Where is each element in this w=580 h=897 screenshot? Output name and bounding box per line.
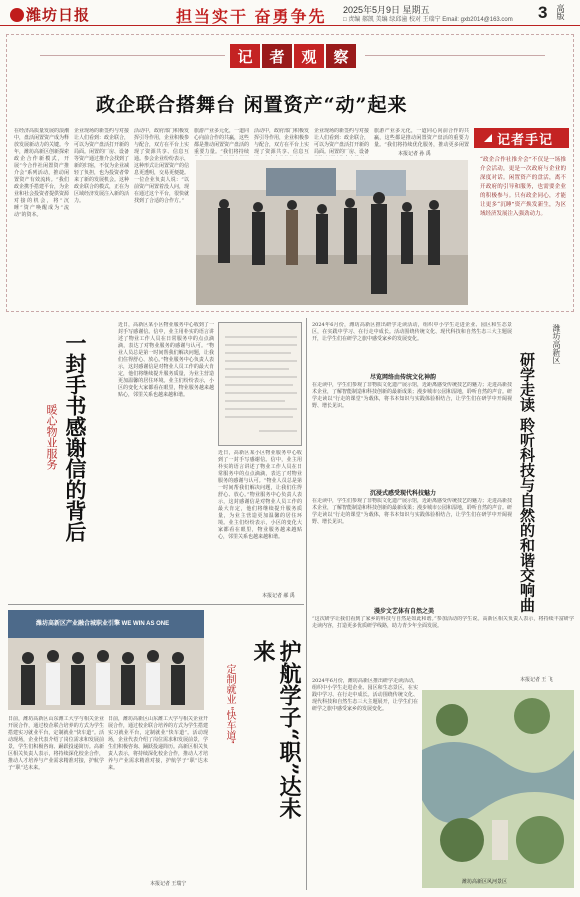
issue-date: 2025年5月9日 星期五: [343, 5, 430, 15]
letter-title: 一封手书感谢信的背后: [63, 332, 88, 542]
banner-rule-right: [365, 55, 545, 56]
lead-body-col2: 企业现场的新签约与对接让人们看到：政企联合，可以为资产盘活打开新的局面。闲置的厂房、设备等资产通过推介会找到了新的归宿，不仅为企业减轻了负担，也为投资者带来了新的发展机会。这种政企联合的模式，正在为区域经济发展注入新的活力。: [74, 128, 129, 204]
reporter-notebook-label: [474, 128, 569, 148]
letter-subtitle: 暖心物业服务: [45, 404, 57, 470]
letter-image: [219, 323, 302, 446]
banner-char: 记: [230, 44, 260, 68]
escort-photo: [8, 610, 204, 710]
lead-body-col4: 旅游产业多元化，一道同心向前合作的共赢，这些都是推动闲置资产盘活的重要力量。“我们将持续: [194, 128, 249, 155]
logo-emblem-icon: [10, 8, 24, 22]
green-subhead-1: 尽览网络由传统文化神韵: [370, 374, 437, 381]
banner-rule-left: [40, 55, 225, 56]
masthead-slogan: 担当实干 奋勇争先: [176, 9, 327, 26]
lead-body-col1: 在经济高质量发展的浪潮中，盘活闲置资产成为释放发展新动力的关键。今年，潍坊高新区创新探索政企合作新模式，开展“今合作社闲置资产推介会”系列活动，推动闲置资产有效流转。“我们政企携手搭建平台，为企业和社会投资者提供资源对接的机会，将“沉睡”资产唤醒成为“流动”的资本。: [14, 128, 69, 218]
green-title: 研学走读 聆听科技与自然的和谐交响曲: [518, 352, 536, 613]
logo-text: 潍坊日报: [26, 7, 91, 24]
green-body5: 2024年6月份，潍坊高新区推出研学走读活动，组织中小学生走进企业、园区和生态景区，在实践中学习、在行走中成长。活动围绕传统文化、现代科技和自然生态三大主题展开，让学生们在研学之旅中感受家乡的发展变化。: [312, 678, 418, 712]
escort-title: 护航学子“职”达未来: [250, 640, 302, 820]
letter-body-col1: 近日，高新区某小区物业服务中心收到了一封手写感谢信。信中，业主用朴实的语言讲述了物业工作人员在日常服务中的点点滴滴，表达了对物业服务的感谢与认可。“物业人员总是第一时间帮我们解决问题，让我们住得舒心、放心。”物业服务中心负责人表示，这封感谢信是对物业人员工作的最大肯定，他们将继续提升服务质量，为业主营造更加温馨的居住环境。业主们纷纷表示，小区的变化大家都看在眼里，物业服务越来越贴心，邻里关系也越来越和谐。: [118, 322, 214, 398]
park-aerial-image: [422, 690, 574, 888]
pen-icon: [484, 134, 492, 142]
lead-photo: [196, 160, 468, 305]
green-subhead-2: 沉浸式感受现代科技魅力: [370, 490, 437, 497]
divider: [8, 604, 304, 605]
page-number: 3: [538, 3, 548, 22]
banner-char: 察: [326, 44, 356, 68]
handwritten-letter-photo: [218, 322, 302, 446]
green-body4: “这次研学让我们看到了家乡的科技与自然是如此和谐。”参加活动的学生说。高新区相关负责人表示，将持续丰富研学走读内容，打造更多优质研学线路，助力青少年全面发展。: [312, 616, 574, 629]
staff-line: □ 责编 郝凯 美编 绿邱潼 校对 王瑞宁 Email: gxb2014@163.com: [343, 17, 513, 23]
banner-char: 者: [262, 44, 292, 68]
lead-body-col3: 活动中，政府部门积极发挥引导作用，企业积极参与配合，双方在平台上实现了资源共享、信息互通。参会企业纷纷表示，这种形式让闲置资产的信息更透明，交易更便捷。一位企业负责人说：“以前资产闲置着没人问，现在通过这个平台，很快就找到了合适的合作方。”: [134, 128, 189, 204]
green-author: 本报记者 王 飞: [520, 677, 553, 683]
banner-char: 观: [294, 44, 324, 68]
green-photo-caption: 潍坊高新区风河景区: [462, 879, 508, 885]
lead-body-col7: 旅游产业多元化，一道同心向前合作的共赢，这些都是推动闲置资产盘活的重要力量。“我们将持续优化服务，推动更多闲置: [374, 128, 469, 148]
green-body3: 在走读中，学生们参观了非物质文化遗产展示馆，近距离感受传统技艺的魅力；走进高新技术企业，了解智能制造和科技创新的最新成果；漫步城市公园和湿地，聆听自然的声音。研学走读以“行走的课堂”为载体，将书本知识与实践体验相结合，让学生们在研学中开阔视野、增长见识。: [312, 498, 512, 525]
green-body1: 2024年6月份，潍坊高新区推出研学走读活动，组织中小学生走进企业、园区和生态景区，在实践中学习、在行走中成长。活动围绕传统文化、现代科技和自然生态三大主题展开，让学生们在研学之旅中感受家乡的发展变化。: [312, 322, 512, 342]
escort-body-col1: 日前，潍坊高新区山东潍工大学与相关企业开展合作，通过校企联合培养的方式为学生搭建实习就业平台，定制就业“快车道”。活动现场，企业代表介绍了岗位需求和发展前景，学生们积极咨询、踊跃投递简历。高新区相关负责人表示，将持续深化校企合作，推动人才培养与产业需求精准对接，护航学子“职”达未来。: [8, 716, 104, 771]
notebook-label-text: 记者手记: [497, 131, 554, 147]
escort-author: 本报记者 王瑞宁: [150, 881, 187, 887]
lead-author: 本报记者 孙 禹: [398, 151, 431, 157]
green-photo: [422, 690, 574, 888]
lead-headline: 政企联合搭舞台 闲置资产“动”起来: [96, 94, 408, 116]
newspaper-logo: [10, 4, 90, 25]
green-body2: 在走读中，学生们参观了非物质文化遗产展示馆，近距离感受传统技艺的魅力；走进高新技术企业，了解智能制造和科技创新的最新成果；漫步城市公园和湿地，聆听自然的声音。研学走读以“行走的课堂”为载体，将书本知识与实践体验相结合，让学生们在研学中开阔视野、增长见识。: [312, 382, 512, 409]
letter-author: 本报记者 郝 禹: [262, 593, 295, 599]
notebook-body: “政企合作社推介会”不仅是一场推介会活动，更是一次政府与企业的深度对话。闲置资产的盘活，离不开政府的引导和服务，也需要企业的积极参与。只有政企同心，才能让更多“沉睡”资产焕发新生，为区域经济发展注入强劲动力。: [480, 157, 566, 217]
green-subhead-3: 漫步文艺体有自然之美: [374, 608, 435, 615]
escort-subtitle: 定制就业 “快车道”: [224, 664, 235, 744]
section-label: 高版: [556, 4, 565, 20]
escort-banner-text: 潍坊高新区产业融合城职业引擎 WE WIN AS ONE: [36, 621, 170, 627]
lead-body-col5: 活动中，政府部门积极发挥引导作用，企业积极参与配合，双方在平台上实现了资源共享、信息互: [254, 128, 309, 155]
exhibition-hall-image: [196, 160, 468, 305]
column-banner: [230, 44, 358, 68]
letter-body-col2: 近日，高新区某小区物业服务中心收到了一封手写感谢信。信中，业主用朴实的语言讲述了物业工作人员在日常服务中的点点滴滴，表达了对物业服务的感谢与认可。“物业人员总是第一时间帮我们解决问题，让我们住得舒心、放心。”物业服务中心负责人表示，这封感谢信是对物业人员工作的最大肯定，他们将继续提升服务质量，为业主营造更加温馨的居住环境。业主们纷纷表示，小区的变化大家都看在眼里，物业服务越来越贴心，邻里关系也越来越和谐。: [218, 450, 302, 540]
column-divider: [306, 318, 307, 890]
masthead: [0, 0, 580, 26]
escort-body-col2: 日前，潍坊高新区山东潍工大学与相关企业开展合作，通过校企联合培养的方式为学生搭建实习就业平台，定制就业“快车道”。活动现场，企业代表介绍了岗位需求和发展前景，学生们积极咨询、踊跃投递简历。高新区相关负责人表示，将持续深化校企合作，推动人才培养与产业需求精准对接，护航学子“职”达未来。: [108, 716, 208, 771]
lead-body-col6: 企业现场的新签约与对接让人们看到：政企联合，可以为资产盘活打开新的局面。闲置的厂房、设备: [314, 128, 369, 155]
green-kicker: 潍坊高新区: [552, 324, 561, 364]
